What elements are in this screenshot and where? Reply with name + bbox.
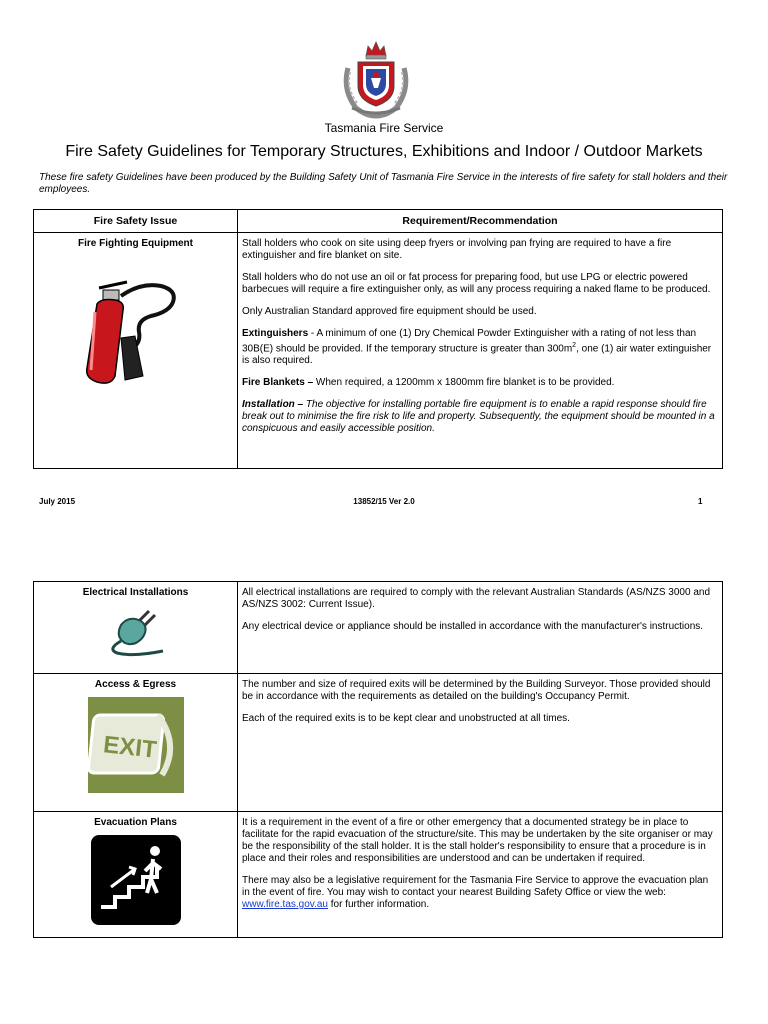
requirement-paragraph: Stall holders who cook on site using deep fryers or involving pan frying are required to have a fire extinguisher and fire blanket on site. [242,238,672,261]
extinguishers-text-cont: , one (1) air water extinguisher is also required. [242,343,712,367]
evacuation-text: There may also be a legislative requirement for the Tasmania Fire Service to approve the evacuation plan in the event of fire. You may wish to contact your nearest Building Safety Office or view the web: [242,875,709,898]
installation-paragraph [242,399,718,435]
requirement-paragraph-web [242,875,718,911]
requirement-paragraph: Each of the required exits is to be kept clear and unobstructed at all times. [242,713,570,724]
table-row-fire-fighting [34,233,723,469]
table-row-evacuation [34,812,723,938]
electrical-plug-icon [103,605,169,659]
installation-text: The objective for installing portable fire equipment is to enable a rapid response should fire break out to minimise the fire risk to life and property. Subsequently, the equipment should be mounted in a conspicuous and easily accessible position. [242,399,715,435]
issue-title: Fire Fighting Equipment [78,238,193,249]
evacuation-text-end: for further information. [327,899,430,910]
issue-cell [34,812,238,938]
superscript-2: 2 [572,342,577,349]
extinguishers-label: Extinguishers [242,328,309,339]
installation-label: Installation – [242,399,306,411]
footer-page-number: 1 [698,497,703,506]
requirement-paragraph: Only Australian Standard approved fire equipment should be used. [242,306,537,317]
footer-date: July 2015 [39,497,76,506]
organization-name: Tasmania Fire Service [324,121,444,135]
issue-title: Access & Egress [94,679,177,690]
fire-safety-table-page1 [33,209,723,469]
fire-extinguisher-icon [81,276,191,388]
requirement-cell [238,233,723,469]
evacuation-stairs-icon [91,835,181,925]
issue-title: Evacuation Plans [94,817,177,828]
table-row-electrical [34,582,723,674]
issue-cell [34,582,238,674]
document-title: Fire Safety Guidelines for Temporary Structures, Exhibitions and Indoor / Outdoor Markets [65,143,703,160]
extinguishers-text: - A minimum of one (1) Dry Chemical Powder Extinguisher with a rating of not less than 30B(E) should be provided. If the temporary structure is greater than 300m [242,328,697,355]
fire-service-website-link[interactable]: www.fire.tas.gov.au [242,899,328,910]
tasmania-fire-service-crest-logo [338,38,414,120]
requirement-paragraph: All electrical installations are required to comply with the relevant Australian Standards (AS/NZS 3000 and AS/NZS 3002: Current Issue). [242,587,711,610]
requirement-paragraph: It is a requirement in the event of a fire or other emergency that a documented strategy be in place to facilitate for the rapid evacuation of the structure/site. This may be undertaken by the site organiser or may be the responsibility of the stall holder. It is the stall holder's responsibility to ensure that a procedure is in place and their roles and responsibilities are understood and can be undertaken if required. [242,817,713,864]
requirement-paragraph: Stall holders who do not use an oil or fat process for preparing food, but use LPG or electric powered barbecues will require a fire extinguisher only, as will any process requiring a naked flame to be produced. [242,272,711,295]
column-header-requirement: Requirement/Recommendation [238,210,723,233]
column-header-issue: Fire Safety Issue [34,210,238,233]
table-header-row [34,210,723,233]
extinguishers-paragraph [242,328,718,367]
intro-paragraph: These fire safety Guidelines have been produced by the Building Safety Unit of Tasmania Fire Service in the interests of fire safety for stall holders and their employees. [39,172,728,195]
requirement-cell [238,812,723,938]
footer-doc-ref: 13852/15 Ver 2.0 [353,497,415,506]
requirement-cell [238,674,723,812]
fire-safety-table-page2 [33,581,723,938]
issue-cell [34,674,238,812]
fire-blankets-text: When required, a 1200mm x 1800mm fire blanket is to be provided. [315,377,615,389]
issue-cell [34,233,238,469]
issue-title: Electrical Installations [82,587,189,598]
exit-sign-text: EXIT [101,731,158,764]
fire-blankets-paragraph [242,377,718,389]
table-row-access-egress [34,674,723,812]
requirement-paragraph: Any electrical device or appliance should be installed in accordance with the manufacturer's instructions. [242,621,704,632]
fire-blankets-label: Fire Blankets – [242,377,316,389]
exit-sign-icon [88,697,184,793]
requirement-cell [238,582,723,674]
requirement-paragraph: The number and size of required exits will be determined by the Building Surveyor. Those provided should be in accordance with the requirements as detailed on the building's Occupancy Permit. [242,679,711,702]
